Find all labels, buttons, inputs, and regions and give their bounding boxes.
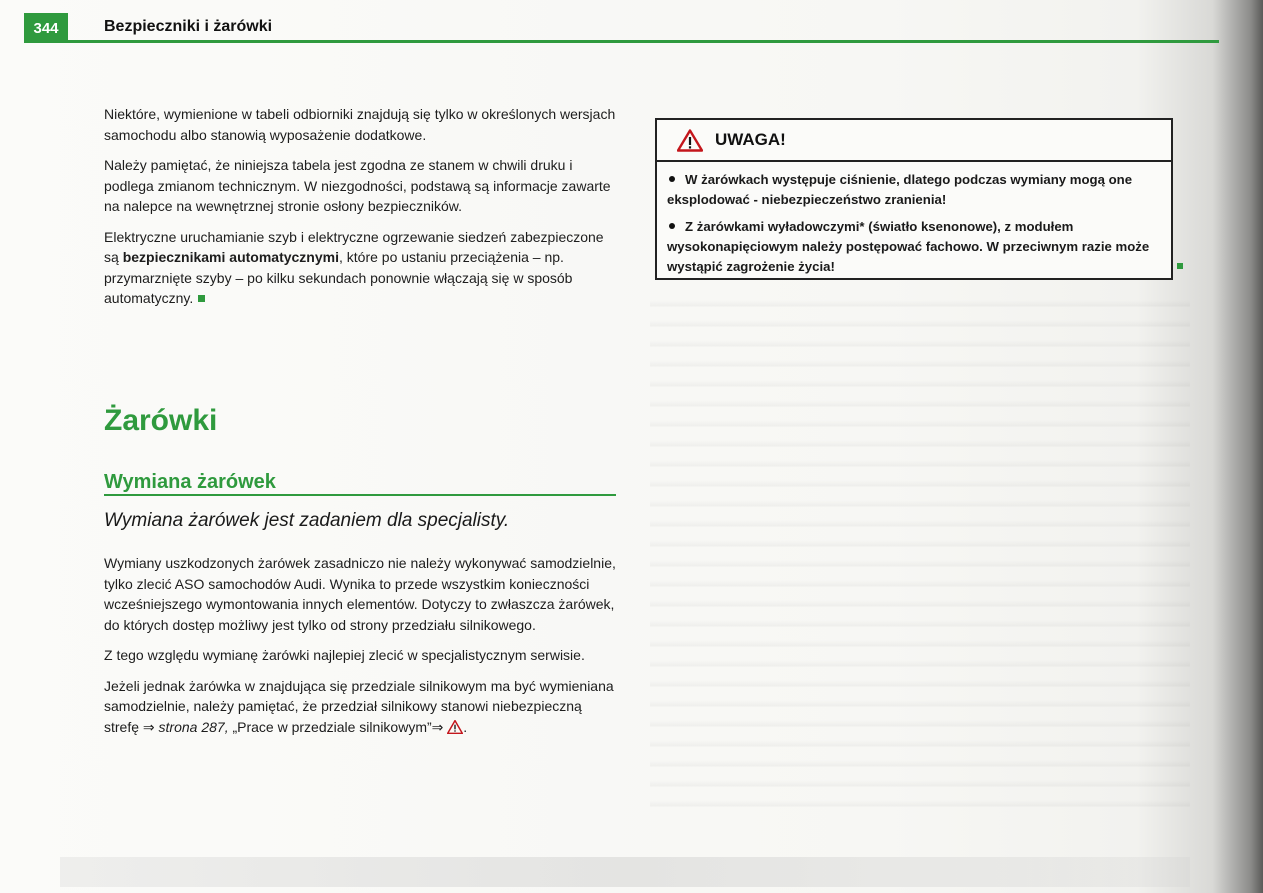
- running-header-title: Bezpieczniki i żarówki: [104, 18, 273, 35]
- end-of-section-marker-icon: [1177, 263, 1183, 269]
- engine-bay-text-start: Jeżeli jednak żarówka w znajdująca się przedziale silnikowym ma być wymieniana samodzielnie, należy pamiętać, że przedział silnikowy stanowi niebezpieczną strefę ⇒: [104, 677, 614, 735]
- engine-bay-text-end: „Prace w przedziale silnikowym”⇒: [228, 718, 448, 735]
- automatic-fuses-bold: bezpiecznikami automatycznymi: [122, 249, 339, 265]
- subsection-rule: [104, 494, 616, 496]
- automatic-fuses-text-end: , które po ustaniu przeciążenia – np. przymarznięte szyby – po kilku sekundach ponownie włączają się w sposób automatyczny.: [104, 249, 573, 306]
- bullet-icon: [669, 223, 675, 229]
- paragraph-replacement-advice: Wymiany uszkodzonych żarówek zasadniczo nie należy wykonywać samodzielnie, tylko zlecić ASO samochodów Audi. Wynika to przede wszystkim konieczności wcześniejszego wymontowania innych elementów. Dotyczy to zwłaszcza żarówek, do których dostęp możliwy jest tylko od strony przedziału silnikowego.: [104, 555, 616, 633]
- lead-sentence: Wymiana żarówek jest zadaniem dla specjalisty.: [104, 510, 510, 531]
- page-number: 344: [24, 13, 68, 43]
- warning-box: [655, 118, 1173, 280]
- subsection-title: Wymiana żarówek: [104, 471, 276, 493]
- paragraph-specialist-service: Z tego względu wymianę żarówki najlepiej zlecić w specjalistycznym serwisie.: [104, 647, 585, 663]
- warning-triangle-icon[interactable]: [447, 720, 463, 734]
- warning-body: [657, 162, 1171, 277]
- paragraph-automatic-fuses: [104, 227, 616, 309]
- header-rule: [24, 40, 1219, 43]
- warning-item-text: W żarówkach występuje ciśnienie, dlatego podczas wymiany mogą one eksplodować - niebezpieczeństwo zranienia!: [667, 172, 1133, 207]
- warning-header: [657, 120, 1171, 162]
- paragraph-optional-consumers: Niektóre, wymienione w tabeli odbiorniki znajdują się tylko w określonych wersjach samochodu albo stanowią wyposażenie dodatkowe.: [104, 106, 616, 143]
- warning-item: [667, 170, 1161, 210]
- left-column-bottom: [104, 553, 616, 747]
- paragraph-table-validity: Należy pamiętać, że niniejsza tabela jest zgodna ze stanem w chwili druku i podlega zmianom technicznym. W niezgodności, podstawą są informacje zawarte na nalepce na wewnętrznej stronie osłony bezpieczników.: [104, 157, 611, 214]
- warning-triangle-icon: [677, 129, 703, 152]
- left-column-top: [104, 104, 616, 319]
- bullet-icon: [669, 176, 675, 182]
- end-of-section-marker-icon: [198, 295, 205, 302]
- bleed-through-background: [650, 300, 1190, 820]
- warning-title: UWAGA!: [715, 130, 786, 149]
- page-reference-link[interactable]: strona 287,: [158, 718, 229, 735]
- automatic-fuses-text-start: Elektryczne uruchamianie szyb i elektryczne ogrzewanie siedzeń zabezpieczone są: [104, 228, 604, 265]
- paragraph-engine-bay-warning: Jeżeli jednak żarówka w znajdująca się przedziale silnikowym ma być wymieniana samodzielnie, należy pamiętać, że przedział silnikowy stanowi niebezpieczną strefę ⇒ strona 287, „Prace w przedziale silnikowym”⇒ .: [104, 677, 614, 735]
- warning-item: [667, 217, 1161, 277]
- footer-band: [60, 857, 1190, 887]
- warning-item-text: Z żarówkami wyładowczymi* (światło ksenonowe), z modułem wysokonapięciowym należy postępować fachowo. W przeciwnym razie może wystąpić zagrożenie życia!: [667, 219, 1150, 274]
- section-title: Żarówki: [104, 404, 218, 437]
